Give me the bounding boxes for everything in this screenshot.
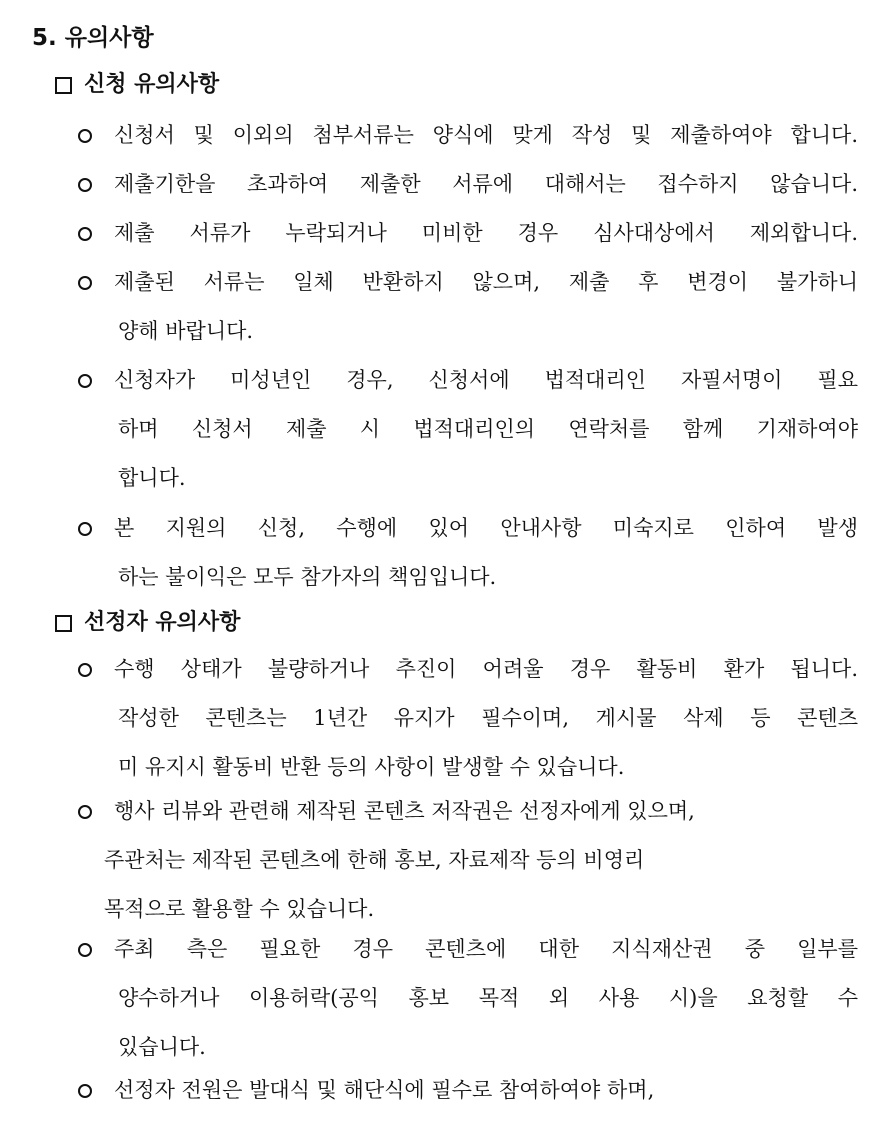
- section-title-application: [55, 70, 219, 100]
- list-item: [78, 504, 858, 602]
- list-item: [78, 111, 858, 160]
- list-item-text: 양수하거나 이용허락(공익 홍보 목적 외 사용 시)을 요청할 수: [118, 986, 858, 1010]
- checkbox-square-icon: [55, 77, 72, 94]
- list-item: [78, 645, 858, 792]
- list-item-text: 있습니다.: [118, 1035, 206, 1059]
- list-item-text: 본 지원의 신청, 수행에 있어 안내사항 미숙지로 인하여 발생: [114, 516, 858, 540]
- circle-bullet-icon: [78, 276, 92, 290]
- list-item-text: 제출된 서류는 일체 반환하지 않으며, 제출 후 변경이 불가하니: [114, 270, 858, 294]
- checkbox-square-icon: [55, 615, 72, 632]
- section-heading: 5. 유의사항: [32, 25, 154, 51]
- list-item-text: 양해 바랍니다.: [118, 319, 254, 343]
- circle-bullet-icon: [78, 227, 92, 241]
- list-item: [78, 1066, 858, 1115]
- list-item: [78, 258, 858, 356]
- list-item-text: 하는 불이익은 모두 참가자의 책임입니다.: [118, 565, 497, 589]
- list-item: [78, 209, 858, 258]
- circle-bullet-icon: [78, 805, 92, 819]
- circle-bullet-icon: [78, 522, 92, 536]
- list-item-text: 작성한 콘텐츠는 1년간 유지가 필수이며, 게시물 삭제 등 콘텐츠: [118, 706, 858, 730]
- section-title-selected: [55, 608, 240, 638]
- list-item: [78, 787, 858, 934]
- list-item-text: 선정자 전원은 발대식 및 해단식에 필수로 참여하여야 하며,: [114, 1078, 655, 1102]
- list-item-text: 신청서 및 이외의 첨부서류는 양식에 맞게 작성 및 제출하여야 합니다.: [114, 123, 858, 147]
- circle-bullet-icon: [78, 178, 92, 192]
- list-item-text: 목적으로 활용할 수 있습니다.: [104, 897, 375, 921]
- list-item-text: 미 유지시 활동비 반환 등의 사항이 발생할 수 있습니다.: [118, 755, 625, 779]
- circle-bullet-icon: [78, 129, 92, 143]
- section-title-text: 선정자 유의사항: [84, 610, 241, 635]
- list-item-text: 제출 서류가 누락되거나 미비한 경우 심사대상에서 제외합니다.: [114, 221, 858, 245]
- list-item-text: 행사 리뷰와 관련해 제작된 콘텐츠 저작권은 선정자에게 있으며,: [114, 799, 695, 823]
- list-item-text: 수행 상태가 불량하거나 추진이 어려울 경우 활동비 환가 됩니다.: [114, 657, 858, 681]
- list-item: [78, 160, 858, 209]
- list-item-text: 신청자가 미성년인 경우, 신청서에 법적대리인 자필서명이 필요: [114, 368, 858, 392]
- list-item-text: 주최 측은 필요한 경우 콘텐츠에 대한 지식재산권 중 일부를: [114, 937, 858, 961]
- list-item-text: 합니다.: [118, 466, 186, 490]
- list-item: [78, 356, 858, 503]
- list-item: [78, 925, 858, 1072]
- circle-bullet-icon: [78, 1084, 92, 1098]
- section-title-text: 신청 유의사항: [84, 72, 220, 97]
- circle-bullet-icon: [78, 374, 92, 388]
- circle-bullet-icon: [78, 943, 92, 957]
- list-item-text: 제출기한을 초과하여 제출한 서류에 대해서는 접수하지 않습니다.: [114, 172, 858, 196]
- circle-bullet-icon: [78, 663, 92, 677]
- list-item-text: 주관처는 제작된 콘텐츠에 한해 홍보, 자료제작 등의 비영리: [104, 848, 645, 872]
- list-item-text: 하며 신청서 제출 시 법적대리인의 연락처를 함께 기재하여야: [118, 417, 858, 441]
